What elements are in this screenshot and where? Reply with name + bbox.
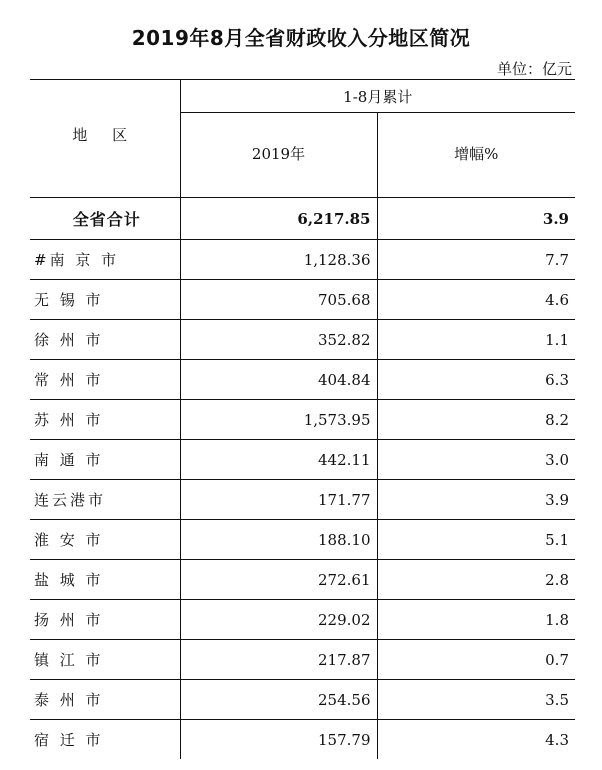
revenue-value: 1,128.36 — [180, 240, 377, 280]
growth-value: 3.5 — [377, 680, 575, 720]
growth-value: 7.7 — [377, 240, 575, 280]
revenue-value: 705.68 — [180, 280, 377, 320]
page-title: 2019年8月全省财政收入分地区简况 — [131, 26, 471, 50]
table-row — [30, 520, 575, 560]
revenue-value: 171.77 — [180, 480, 377, 520]
table-row — [30, 240, 575, 280]
table-row — [30, 280, 575, 320]
growth-value: 5.1 — [377, 520, 575, 560]
region-name: 盐 城 市 — [30, 560, 180, 600]
total-row — [30, 198, 575, 240]
revenue-value: 442.11 — [180, 440, 377, 480]
region-name: 淮 安 市 — [30, 520, 180, 560]
table-row — [30, 320, 575, 360]
growth-value: 4.6 — [377, 280, 575, 320]
growth-value: 2.8 — [377, 560, 575, 600]
revenue-value: 188.10 — [180, 520, 377, 560]
total-name: 全省合计 — [30, 198, 180, 240]
region-header: 地 区 — [30, 80, 180, 198]
revenue-value: 229.02 — [180, 600, 377, 640]
cumulative-header: 1-8月累计 — [180, 80, 575, 113]
region-name: 无 锡 市 — [30, 280, 180, 320]
growth-value: 4.3 — [545, 730, 569, 749]
region-name: 南 通 市 — [30, 440, 180, 480]
total-value: 6,217.85 — [180, 198, 377, 240]
table-row — [30, 400, 575, 440]
revenue-value: 217.87 — [180, 640, 377, 680]
revenue-value: 404.84 — [180, 360, 377, 400]
revenue-value: 272.61 — [180, 560, 377, 600]
table-row — [30, 680, 575, 720]
table-row — [30, 640, 575, 680]
growth-value: 3.9 — [377, 480, 575, 520]
table-row — [30, 440, 575, 480]
growth-value: 8.2 — [377, 400, 575, 440]
region-name: 宿 迁 市 — [30, 720, 180, 760]
growth-value: 1.8 — [377, 600, 575, 640]
revenue-value: 157.79 — [180, 720, 377, 760]
revenue-value: 254.56 — [180, 680, 377, 720]
region-name: 连云港市 — [30, 480, 180, 520]
table-row — [30, 720, 575, 760]
growth-value: 6.3 — [377, 360, 575, 400]
table-row — [30, 560, 575, 600]
region-name: 苏 州 市 — [30, 400, 180, 440]
region-name: 徐 州 市 — [30, 320, 180, 360]
table-row — [30, 360, 575, 400]
growth-header: 增幅% — [377, 113, 575, 198]
revenue-value: 1,573.95 — [180, 400, 377, 440]
growth-value: 1.1 — [377, 320, 575, 360]
region-name: 扬 州 市 — [30, 600, 180, 640]
table-row — [30, 600, 575, 640]
table-row — [30, 480, 575, 520]
unit-label: 单位：亿元 — [496, 60, 572, 78]
region-name: #南 京 市 — [30, 240, 180, 280]
growth-value: 0.7 — [377, 640, 575, 680]
region-name: 常 州 市 — [30, 360, 180, 400]
region-name: 泰 州 市 — [30, 680, 180, 720]
revenue-value: 352.82 — [180, 320, 377, 360]
fiscal-revenue-table — [30, 79, 575, 759]
growth-value: 3.0 — [377, 440, 575, 480]
year-header: 2019年 — [180, 113, 377, 198]
region-name: 镇 江 市 — [30, 640, 180, 680]
total-growth: 3.9 — [377, 198, 575, 240]
